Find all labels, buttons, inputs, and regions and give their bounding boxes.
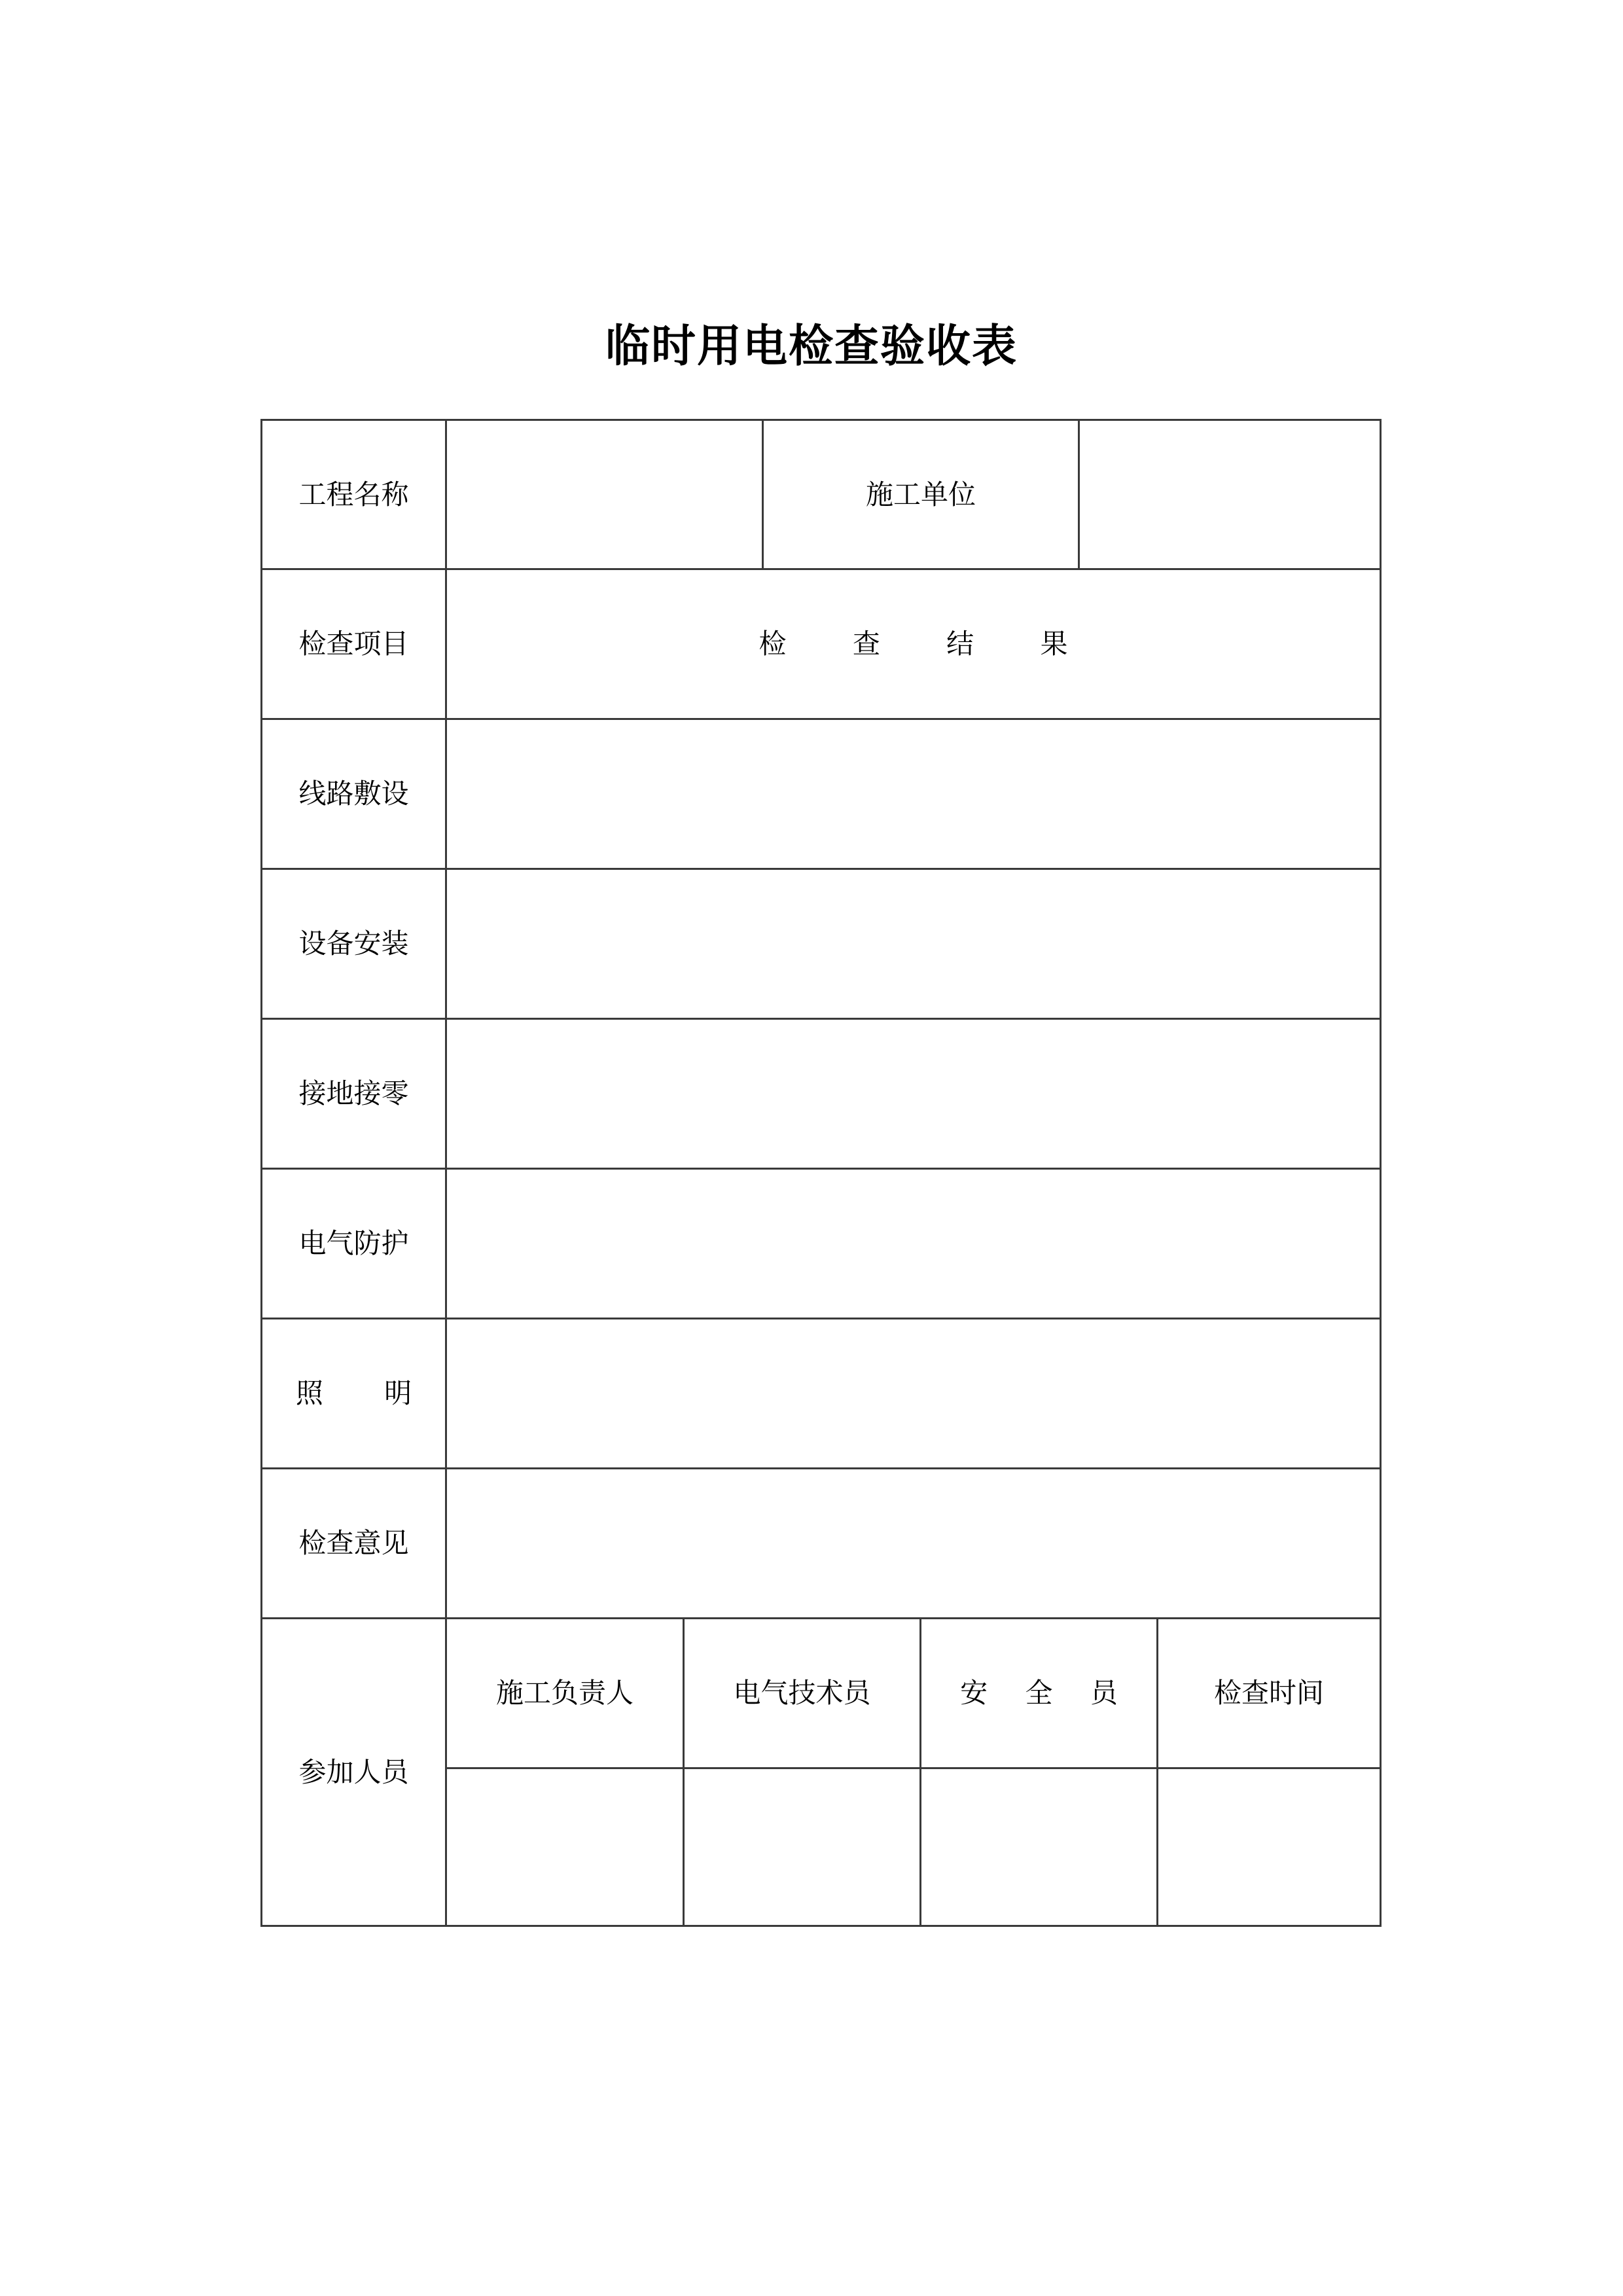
project-name-label: 工程名称 [298, 478, 409, 511]
check-item-label: 接地接零 [298, 1077, 409, 1109]
page-title: 临时用电检查验收表 [605, 321, 1018, 372]
check-item-label: 设备安装 [298, 927, 409, 960]
participant-signature-field[interactable] [685, 1769, 919, 1925]
check-result-field[interactable] [447, 1319, 1380, 1467]
check-item-header: 检查项目 [298, 628, 409, 660]
project-name-field[interactable] [447, 421, 762, 568]
participant-signature-field[interactable] [921, 1769, 1156, 1925]
check-item-label: 电气防护 [298, 1227, 409, 1259]
check-item-label: 检查意见 [298, 1527, 409, 1559]
check-item-label: 线路敷设 [298, 778, 409, 810]
participants-label: 参加人员 [298, 1755, 409, 1788]
participant-signature-field[interactable] [447, 1769, 683, 1925]
table-border-right [1380, 419, 1382, 1927]
check-result-field[interactable] [447, 1020, 1380, 1168]
participant-header: 施工负责人 [495, 1677, 633, 1709]
participant-header: 安 全 员 [960, 1677, 1132, 1709]
check-item-label: 照 明 [295, 1377, 438, 1409]
table-border-bottom [260, 1925, 1382, 1927]
check-result-field[interactable] [447, 1170, 1380, 1318]
check-result-field[interactable] [447, 870, 1380, 1018]
participant-header: 电气技术员 [733, 1677, 871, 1709]
check-result-header: 检 查 结 果 [758, 628, 1097, 660]
inspection-time-field[interactable] [1158, 1769, 1380, 1925]
check-result-field[interactable] [447, 720, 1380, 868]
check-result-field[interactable] [447, 1469, 1380, 1617]
construction-unit-label: 施工单位 [865, 478, 976, 511]
participant-header: 检查时间 [1213, 1677, 1324, 1709]
construction-unit-field[interactable] [1080, 421, 1380, 568]
